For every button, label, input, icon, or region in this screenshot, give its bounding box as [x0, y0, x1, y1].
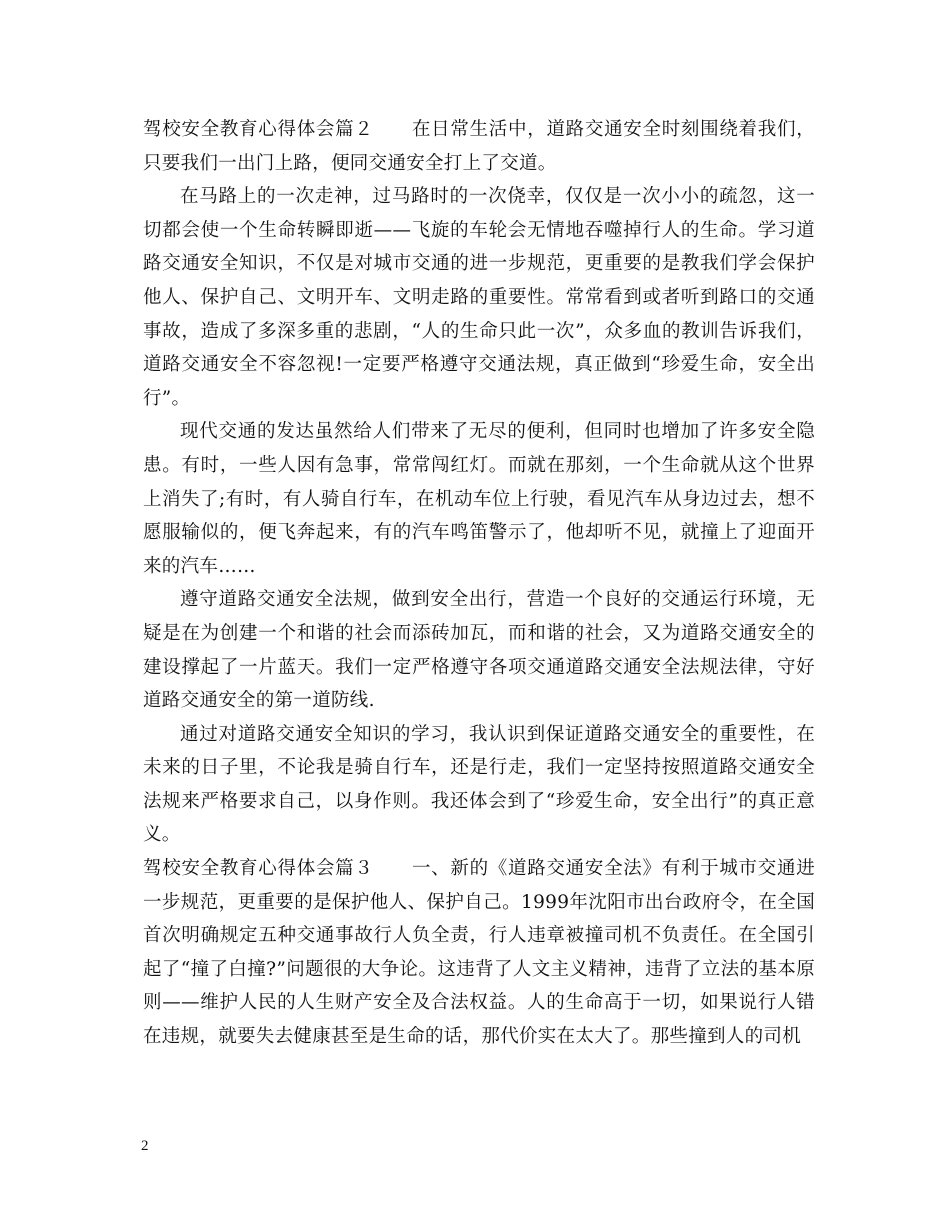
page-number: 2 — [141, 1138, 149, 1154]
section-3-heading: 驾校安全教育心得体会篇３ — [143, 858, 374, 880]
section-2-first-text: 在日常生活中，道路交通安全时刻围绕着我们，只要我们一出门上路，便同交通安全打上了交道。 — [143, 119, 815, 174]
section-2-paragraph-2: 现代交通的发达虽然给人们带来了无尽的便利，但同时也增加了许多安全隐患。有时，一些人因有急事，常常闯红灯。而就在那刻，一个生命就从这个世界上消失了;有时，有人骑自行车，在机动车位上行驶，看见汽车从身边过去，想不愿服输似的，便飞奔起来，有的汽车鸣笛警示了，他却听不见，就撞上了迎面开来的汽车…… — [143, 421, 815, 577]
section-3-opening-paragraph — [143, 852, 815, 1054]
section-2-paragraph-3: 遵守道路交通安全法规，做到安全出行，营造一个良好的交通运行环境，无疑是在为创建一个和谐的社会而添砖加瓦，而和谐的社会，又为道路交通安全的建设撑起了一片蓝天。我们一定严格遵守各项交通道路交通安全法规法律，守好道路交通安全的第一道防线. — [143, 589, 815, 712]
section-2-paragraph-4: 通过对道路交通安全知识的学习，我认识到保证道路交通安全的重要性，在未来的日子里，不论我是骑自行车，还是行走，我们一定坚持按照道路交通安全法规来严格要求自己，以身作则。我还体会到了“珍爱生命，安全出行”的真正意义。 — [143, 723, 815, 846]
section-2-opening-paragraph — [143, 113, 815, 180]
section-3-first-text: 一、新的《道路交通安全法》有利于城市交通进一步规范，更重要的是保护他人、保护自己。1999年沈阳市出台政府令，在全国首次明确规定五种交通事故行人负全责，行人违章被撞司机不负责任。在全国引起了“撞了白撞?”问题很的大争论。这违背了人文主义精神，违背了立法的基本原则——维护人民的人生财产安全及合法权益。人的生命高于一切，如果说行人错在违规，就要失去健康甚至是生命的话，那代价实在太大了。那些撞到人的司机 — [143, 858, 815, 1048]
section-2-heading: 驾校安全教育心得体会篇２ — [143, 119, 374, 140]
section-2-paragraph-1: 在马路上的一次走神，过马路时的一次侥幸，仅仅是一次小小的疏忽，这一切都会使一个生命转瞬即逝——飞旋的车轮会无情地吞噬掉行人的生命。学习道路交通安全知识，不仅是对城市交通的进一步规范，更重要的是教我们学会保护他人、保护自己、文明开车、文明走路的重要性。常常看到或者听到路口的交通事故，造成了多深多重的悲剧，“人的生命只此一次”，众多血的教训告诉我们，道路交通安全不容忽视!一定要严格遵守交通法规，真正做到“珍爱生命，安全出行”。 — [143, 186, 815, 409]
document-body — [143, 113, 815, 1054]
